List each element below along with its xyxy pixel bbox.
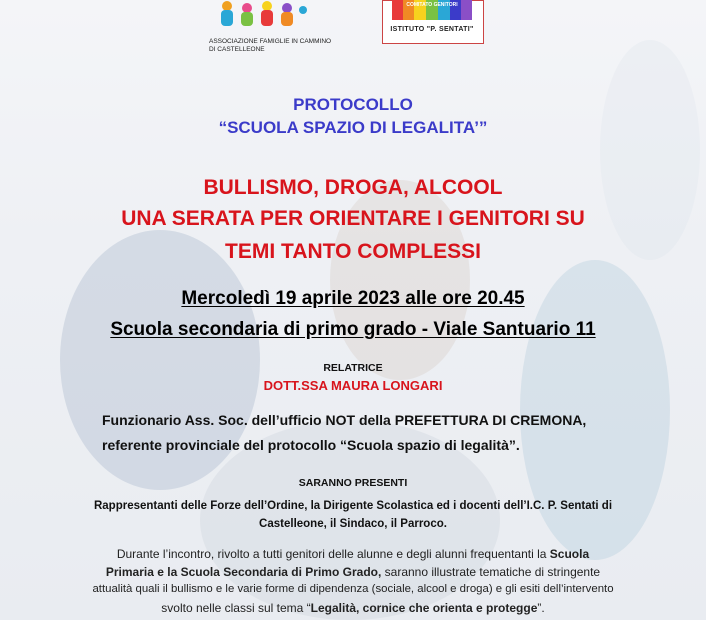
speaker-name: DOTT.SSA MAURA LONGARI <box>263 378 443 393</box>
protocol-title: PROTOCOLLO <box>293 95 413 114</box>
description-line1-text: Durante l’incontro, rivolto a tutti genitori delle alunne e degli alunni frequentanti la <box>116 547 550 561</box>
protocol-subtitle: “SCUOLA SPAZIO DI LEGALITA’” <box>218 118 488 137</box>
rainbow-icon <box>392 0 472 20</box>
association-caption-line2: DI CASTELLEONE <box>209 46 265 53</box>
school-logo-top-text: COMITATO GENITORI <box>406 2 458 8</box>
description-line1 <box>0 547 706 561</box>
description-line4-end: ”. <box>537 601 545 615</box>
attendees-line1: Rappresentanti delle Forze dell’Ordine, la Dirigente Scolastica ed i docenti dell’I.C. P. Sentati di <box>93 500 613 512</box>
headline-line1: BULLISMO, DROGA, ALCOOL <box>203 176 503 199</box>
description-line4-text: svolto nelle classi sul tema “ <box>161 601 311 615</box>
headline-line2: UNA SERATA PER ORIENTARE I GENITORI SU <box>121 207 585 230</box>
description-line3: attualità quali il bullismo e le varie forme di dipendenza (sociale, alcool e droga) e gli esiti dell’intervento <box>92 583 614 595</box>
description-line2-text: saranno illustrate tematiche di stringente <box>381 565 601 579</box>
association-logo <box>205 0 345 60</box>
attendees-line2: Castelleone, il Sindaco, il Parroco. <box>259 518 447 530</box>
description-line4 <box>0 601 706 615</box>
description-line2 <box>0 565 706 579</box>
event-place: Scuola secondaria di primo grado - Viale Santuario 11 <box>110 319 596 340</box>
description-line1-bold: Scuola <box>549 547 590 561</box>
attendees-label: SARANNO PRESENTI <box>298 477 408 489</box>
school-logo <box>378 0 494 62</box>
speaker-description-line1: Funzionario Ass. Soc. dell’ufficio NOT della PREFETTURA DI CREMONA, <box>102 412 587 428</box>
association-caption-line1: ASSOCIAZIONE FAMIGLIE IN CAMMINO <box>209 38 332 45</box>
description-line4-bold: Legalità, cornice che orienta e protegge <box>310 601 538 615</box>
school-logo-label: ISTITUTO "P. SENTATI" <box>390 26 474 33</box>
headline-line3: TEMI TANTO COMPLESSI <box>225 240 481 263</box>
event-date: Mercoledì 19 aprile 2023 alle ore 20.45 <box>181 288 525 309</box>
description-line2-bold: Primaria e la Scuola Secondaria di Primo Grado, <box>105 565 382 579</box>
family-figures-icon <box>215 0 310 28</box>
speaker-description-line2: referente provinciale del protocollo “Scuola spazio di legalità”. <box>102 437 520 453</box>
speaker-role-label: RELATRICE <box>323 362 383 374</box>
